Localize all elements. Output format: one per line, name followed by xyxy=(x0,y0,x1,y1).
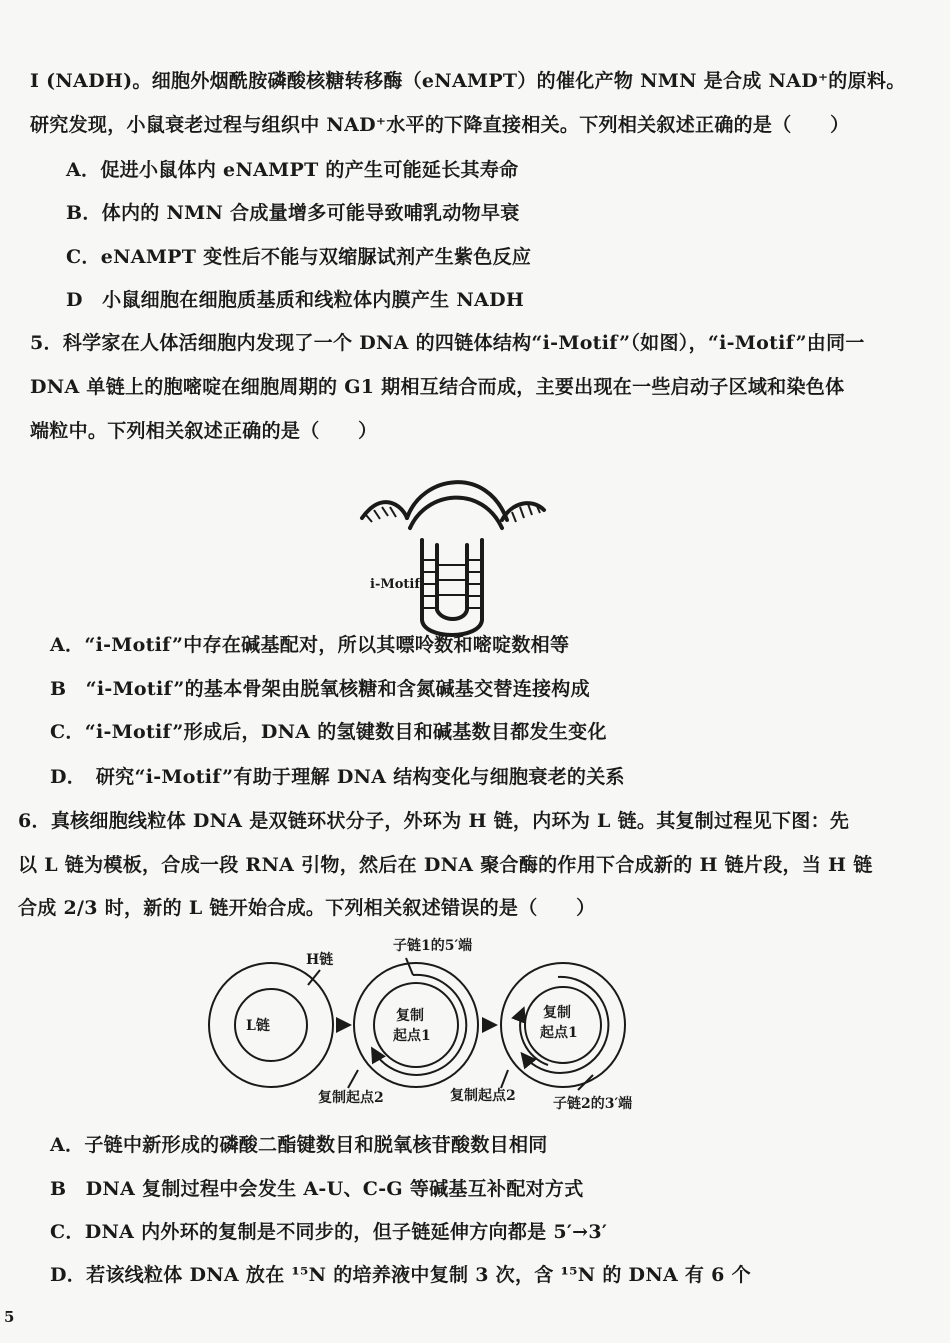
q5-option-d: D． 研究“i-Motif”有助于理解 DNA 结构变化与细胞衰老的关系 xyxy=(50,766,625,788)
q6-stem-line-1: 6．真核细胞线粒体 DNA 是双链环状分子，外环为 H 链，内环为 L 链。其复制过程见下图：先 xyxy=(18,810,850,832)
q5-stem-line-1: 5．科学家在人体活细胞内发现了一个 DNA 的四链体结构“i-Motif”（如图），“i-Motif”由同一 xyxy=(30,332,865,354)
q5-stem-line-2: DNA 单链上的胞嘧啶在细胞周期的 G1 期相互结合而成，主要出现在一些启动子区域和染色体 xyxy=(30,376,845,398)
l-chain-label: L链 xyxy=(246,1018,270,1034)
l-chain-circle-2 xyxy=(374,983,458,1067)
q5-option-c: C．“i-Motif”形成后，DNA 的氢键数目和碱基数目都发生变化 xyxy=(50,721,607,743)
q6-option-d: D．若该线粒体 DNA 放在 ¹⁵N 的培养液中复制 3 次，含 ¹⁵N 的 DNA 有 6 个 xyxy=(50,1264,751,1286)
replication-figure xyxy=(208,930,668,1115)
origin1-label-b-2: 起点1 xyxy=(540,1025,578,1041)
child1-5-end-label: 子链1的5′端 xyxy=(393,938,473,954)
q4-option-b: B．体内的 NMN 合成量增多可能导致哺乳动物早衰 xyxy=(66,202,520,224)
i-motif-label: i-Motif xyxy=(370,577,420,592)
q6-stem-line-2: 以 L 链为模板，合成一段 RNA 引物，然后在 DNA 聚合酶的作用下合成新的 H 链片段，当 H 链 xyxy=(18,854,873,876)
q6-option-c: C．DNA 内外环的复制是不同步的，但子链延伸方向都是 5′→3′ xyxy=(50,1221,608,1243)
origin1-label-b-1: 起点1 xyxy=(393,1028,431,1044)
q5-option-b: B “i-Motif”的基本骨架由脱氧核糖和含氮碱基交替连接构成 xyxy=(50,678,590,700)
h-chain-circle-2 xyxy=(354,963,478,1087)
q6-option-a: A．子链中新形成的磷酸二酯键数目和脱氧核苷酸数目相同 xyxy=(50,1134,548,1156)
h-chain-circle-1 xyxy=(209,963,333,1087)
q4-stem-line-2: 研究发现，小鼠衰老过程与组织中 NAD⁺水平的下降直接相关。下列相关叙述正确的是（ ） xyxy=(30,114,850,136)
q6-option-b: B DNA 复制过程中会发生 A-U、C-G 等碱基互补配对方式 xyxy=(50,1178,584,1200)
q6-stem-line-3: 合成 2/3 时，新的 L 链开始合成。下列相关叙述错误的是（ ） xyxy=(18,897,596,919)
child2-3-end-label: 子链2的3′端 xyxy=(553,1096,633,1112)
q4-option-a: A．促进小鼠体内 eNAMPT 的产生可能延长其寿命 xyxy=(66,159,519,181)
i-motif-figure xyxy=(352,470,557,645)
q4-stem-line-1: I (NADH)。细胞外烟酰胺磷酸核糖转移酶（eNAMPT）的催化产物 NMN 是合成 NAD⁺的原料。 xyxy=(30,70,906,92)
origin2-label-2: 复制起点2 xyxy=(450,1088,516,1104)
q5-stem-line-3: 端粒中。下列相关叙述正确的是（ ） xyxy=(30,420,378,442)
origin1-label-a-2: 复制 xyxy=(543,1005,571,1021)
page-number: 5 xyxy=(4,1308,15,1326)
q5-option-a: A．“i-Motif”中存在碱基配对，所以其嘌呤数和嘧啶数相等 xyxy=(50,634,570,656)
origin2-label-1: 复制起点2 xyxy=(318,1090,384,1106)
q4-option-c: C．eNAMPT 变性后不能与双缩脲试剂产生紫色反应 xyxy=(66,246,532,268)
h-chain-label: H链 xyxy=(306,952,334,968)
q4-option-d: D 小鼠细胞在细胞质基质和线粒体内膜产生 NADH xyxy=(66,289,525,311)
origin1-label-a-1: 复制 xyxy=(396,1008,424,1024)
